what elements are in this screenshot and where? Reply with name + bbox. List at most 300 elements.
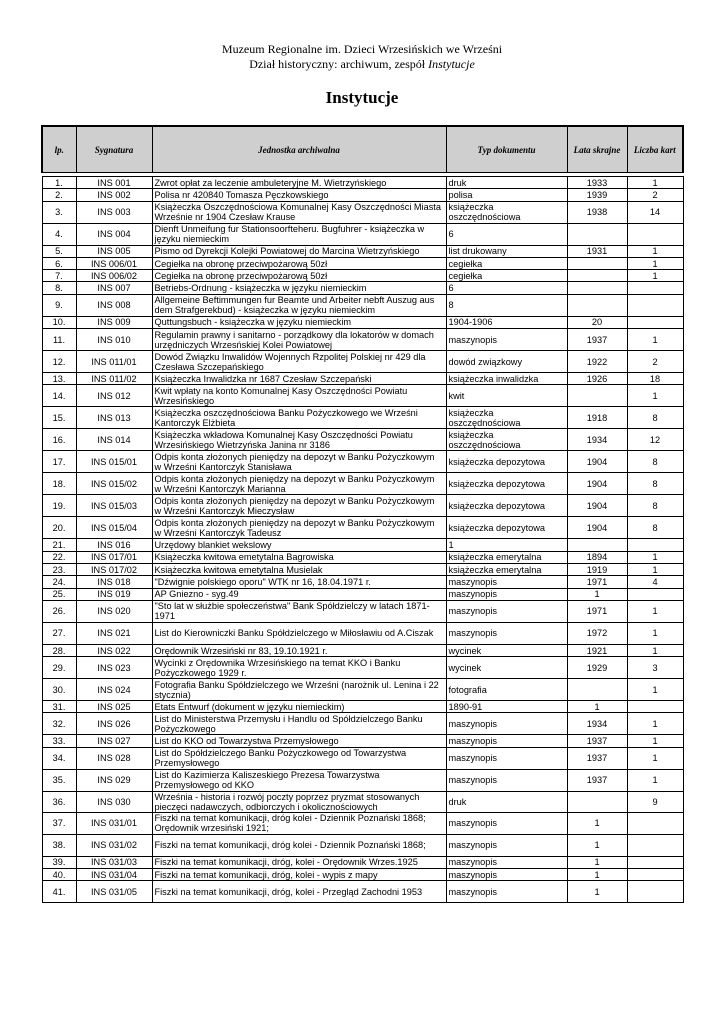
cell-lp: 2. [42,189,76,201]
cell-liczba: 1 [627,769,683,791]
cell-lp: 25. [42,588,76,600]
cell-jednostka: List do Ministerstwa Przemysłu i Handlu od Spółdzielczego Banku Pożyczkowego [152,713,446,735]
cell-jednostka: Odpis konta złożonych pieniędzy na depozyt w Banku Pożyczkowym w Wrześni Kantorczyk Tadeusz [152,517,446,539]
cell-jednostka: Odpis konta złożonych pieniędzy na depozyt w Banku Pożyczkowym w Wrześni Kantorczyk Mieczysław [152,495,446,517]
cell-lata: 1931 [567,245,627,257]
col-sygnatura: Sygnatura [76,126,152,173]
cell-sygnatura: INS 010 [76,329,152,351]
cell-liczba: 8 [627,451,683,473]
cell-sygnatura: INS 031/05 [76,881,152,903]
cell-lata: 1921 [567,644,627,656]
table-row [42,588,683,600]
cell-sygnatura: INS 003 [76,201,152,223]
cell-lp: 19. [42,495,76,517]
table-row [42,245,683,257]
cell-lp: 14. [42,385,76,407]
cell-jednostka: "Dźwignie polskiego oporu" WTK nr 16, 18.04.1971 r. [152,576,446,588]
cell-liczba [627,834,683,856]
cell-sygnatura: INS 018 [76,576,152,588]
cell-lp: 12. [42,351,76,373]
cell-lp: 3. [42,201,76,223]
cell-typ: cegiełka [446,257,567,269]
cell-lata [567,385,627,407]
cell-jednostka: Quttungsbuch - książeczka w języku niemieckim [152,316,446,328]
table-row [42,657,683,679]
cell-liczba [627,869,683,881]
cell-lp: 18. [42,473,76,495]
cell-sygnatura: INS 001 [76,177,152,189]
cell-typ: maszynopis [446,834,567,856]
cell-typ: cegiełka [446,270,567,282]
cell-typ: maszynopis [446,600,567,622]
cell-lata: 1922 [567,351,627,373]
cell-sygnatura: INS 007 [76,282,152,294]
cell-typ: kwit [446,385,567,407]
cell-lp: 36. [42,791,76,812]
table-row [42,812,683,834]
cell-liczba: 1 [627,679,683,701]
cell-lata: 1971 [567,576,627,588]
cell-lp: 30. [42,679,76,701]
cell-jednostka: Książeczka Inwalidzka nr 1687 Czesław Szczepański [152,373,446,385]
col-lp: lp. [42,126,76,173]
table-row [42,282,683,294]
cell-lata: 1937 [567,769,627,791]
cell-liczba [627,282,683,294]
table-row [42,429,683,451]
cell-liczba: 9 [627,791,683,812]
cell-liczba: 8 [627,495,683,517]
cell-lp: 5. [42,245,76,257]
cell-lp: 15. [42,407,76,429]
cell-typ: maszynopis [446,735,567,747]
cell-lata: 1918 [567,407,627,429]
cell-jednostka: Orędownik Wrzesiński nr 83, 19.10.1921 r. [152,644,446,656]
cell-lp: 23. [42,563,76,575]
cell-jednostka: Polisa nr 420840 Tomasza Pęczkowskiego [152,189,446,201]
cell-typ: wycinek [446,657,567,679]
cell-lp: 8. [42,282,76,294]
cell-typ: list drukowany [446,245,567,257]
cell-typ: 1904-1906 [446,316,567,328]
cell-typ: maszynopis [446,329,567,351]
table-row [42,257,683,269]
cell-lata: 1 [567,834,627,856]
cell-liczba: 1 [627,270,683,282]
table-row [42,856,683,868]
cell-jednostka: Allgemeine Beftimmungen fur Beamte und Arbeiter nebft Auszug aus dem Strafgerekbud) - książeczka w języku niemieckim [152,294,446,316]
table-row [42,189,683,201]
cell-jednostka: Książeczka oszczędnościowa Banku Pożyczkowego we Wrześni Kantorczyk Elżbieta [152,407,446,429]
table-row [42,373,683,385]
cell-lp: 21. [42,539,76,551]
cell-liczba: 14 [627,201,683,223]
cell-jednostka: Fiszki na temat komunikacji, dróg, kolei - Przegląd Zachodni 1953 [152,881,446,903]
cell-lp: 9. [42,294,76,316]
table-row [42,713,683,735]
cell-sygnatura: INS 015/02 [76,473,152,495]
cell-sygnatura: INS 031/01 [76,812,152,834]
table-row [42,551,683,563]
cell-sygnatura: INS 016 [76,539,152,551]
cell-lata: 1904 [567,495,627,517]
cell-lata [567,270,627,282]
cell-typ: książeczka oszczędnościowa [446,429,567,451]
cell-jednostka: Fiszki na temat komunikacji, dróg, kolei - Orędownik Wrzes.1925 [152,856,446,868]
cell-liczba [627,316,683,328]
cell-sygnatura: INS 024 [76,679,152,701]
cell-lata: 1 [567,856,627,868]
table-row [42,294,683,316]
cell-typ: książeczka depozytowa [446,473,567,495]
cell-sygnatura: INS 008 [76,294,152,316]
cell-lata: 1934 [567,429,627,451]
cell-lata: 1894 [567,551,627,563]
table-row [42,517,683,539]
table-row [42,316,683,328]
cell-jednostka: Fiszki na temat komunikacji, dróg kolei - Dziennik Poznański 1868; Orędownik wrzesiński 1921; [152,812,446,834]
cell-liczba: 1 [627,329,683,351]
cell-lp: 39. [42,856,76,868]
cell-lp: 38. [42,834,76,856]
cell-typ: książeczka oszczędnościowa [446,407,567,429]
cell-lata [567,679,627,701]
cell-liczba: 12 [627,429,683,451]
cell-typ: maszynopis [446,869,567,881]
cell-liczba: 1 [627,600,683,622]
cell-lata [567,282,627,294]
collection-name: Instytucje [428,57,475,71]
cell-sygnatura: INS 029 [76,769,152,791]
cell-jednostka: Urzędowy blankiet wekslowy [152,539,446,551]
table-row [42,495,683,517]
cell-liczba: 2 [627,189,683,201]
cell-liczba [627,588,683,600]
cell-typ: maszynopis [446,622,567,644]
cell-jednostka: "Sto lat w służbie społeczeństwa" Bank Spółdzielczy w latach 1871-1971 [152,600,446,622]
cell-liczba: 18 [627,373,683,385]
cell-jednostka: List do KKO od Towarzystwa Przemysłowego [152,735,446,747]
cell-sygnatura: INS 031/03 [76,856,152,868]
cell-lata [567,539,627,551]
cell-jednostka: Odpis konta złożonych pieniędzy na depozyt w Banku Pożyczkowym w Wrześni Kantorczyk Marianna [152,473,446,495]
cell-liczba: 3 [627,657,683,679]
cell-typ: polisa [446,189,567,201]
cell-liczba: 8 [627,473,683,495]
cell-lp: 20. [42,517,76,539]
cell-liczba: 1 [627,257,683,269]
table-row [42,576,683,588]
cell-lata [567,294,627,316]
cell-typ: książeczka depozytowa [446,495,567,517]
page-title: Instytucje [325,88,399,107]
cell-sygnatura: INS 019 [76,588,152,600]
cell-jednostka: Betriebs-Ordnung - książeczka w języku niemieckim [152,282,446,294]
cell-lata [567,791,627,812]
cell-lata: 1937 [567,747,627,769]
cell-sygnatura: INS 031/02 [76,834,152,856]
cell-lp: 10. [42,316,76,328]
cell-typ: fotografia [446,679,567,701]
cell-lata: 1933 [567,177,627,189]
cell-sygnatura: INS 017/01 [76,551,152,563]
table-row [42,351,683,373]
table-row [42,329,683,351]
col-jednostka: Jednostka archiwalna [152,126,446,173]
header-row [42,126,683,173]
table-row [42,735,683,747]
cell-jednostka: Książeczka Oszczędnościowa Komunalnej Kasy Oszczędności Miasta Wrześnie nr 1904 Czesław Krause [152,201,446,223]
table-row [42,747,683,769]
cell-jednostka: Kwit wpłaty na konto Komunalnej Kasy Oszczędności Powiatu Wrzesińskiego [152,385,446,407]
cell-lp: 6. [42,257,76,269]
cell-lp: 40. [42,869,76,881]
cell-lp: 29. [42,657,76,679]
cell-lata [567,257,627,269]
cell-lata: 1904 [567,473,627,495]
cell-typ: książeczka emerytalna [446,551,567,563]
cell-liczba: 1 [627,747,683,769]
cell-lata: 1904 [567,451,627,473]
cell-typ: maszynopis [446,576,567,588]
cell-sygnatura: INS 022 [76,644,152,656]
cell-lp: 34. [42,747,76,769]
cell-typ: druk [446,177,567,189]
cell-lata: 1938 [567,201,627,223]
table-row [42,701,683,713]
cell-lata: 1934 [567,713,627,735]
cell-lp: 27. [42,622,76,644]
table-row [42,270,683,282]
cell-jednostka: Września - historia i rozwój poczty poprzez pryzmat stosowanych pieczęci nadawczych, odbiorczych i okolicznościowych [152,791,446,812]
table-row [42,791,683,812]
department-line [0,57,724,72]
cell-typ: 8 [446,294,567,316]
cell-sygnatura: INS 011/01 [76,351,152,373]
cell-sygnatura: INS 015/03 [76,495,152,517]
cell-jednostka: Wycinki z Orędownika Wrzesińskiego na temat KKO i Banku Pożyczkowego 1929 r. [152,657,446,679]
cell-liczba: 8 [627,517,683,539]
table-row [42,407,683,429]
cell-typ: maszynopis [446,812,567,834]
cell-liczba: 1 [627,385,683,407]
cell-sygnatura: INS 012 [76,385,152,407]
col-typ: Typ dokumentu [446,126,567,173]
cell-typ: 1890-91 [446,701,567,713]
table-row [42,600,683,622]
cell-sygnatura: INS 028 [76,747,152,769]
cell-lata: 1926 [567,373,627,385]
cell-liczba [627,881,683,903]
table-row [42,385,683,407]
cell-jednostka: Pismo od Dyrekcji Kolejki Powiatowej do Marcina Wietrzyńskiego [152,245,446,257]
cell-sygnatura: INS 027 [76,735,152,747]
table-row [42,473,683,495]
col-liczba: Liczba kart [627,126,683,173]
cell-lp: 1. [42,177,76,189]
cell-jednostka: AP Gniezno - syg.49 [152,588,446,600]
cell-lp: 26. [42,600,76,622]
cell-jednostka: List do Kazimierza Kaliszeskiego Prezesa Towarzystwa Przemysłowego od KKO [152,769,446,791]
cell-jednostka: Książeczka kwitowa emetytalna Musielak [152,563,446,575]
table-row [42,177,683,189]
table-row [42,769,683,791]
cell-liczba [627,701,683,713]
cell-jednostka: Fotografia Banku Spółdzielczego we Wrześni (narożnik ul. Lenina i 22 stycznia) [152,679,446,701]
cell-liczba: 1 [627,245,683,257]
cell-sygnatura: INS 030 [76,791,152,812]
department-prefix: Dział historyczny: archiwum, zespół [249,57,429,71]
cell-typ: wycinek [446,644,567,656]
cell-sygnatura: INS 025 [76,701,152,713]
cell-lp: 7. [42,270,76,282]
cell-typ: maszynopis [446,769,567,791]
cell-typ: książeczka depozytowa [446,517,567,539]
table-row [42,451,683,473]
cell-lata: 1971 [567,600,627,622]
cell-jednostka: Dowód Związku Inwalidów Wojennych Rzpolitej Polskiej nr 429 dla Czesława Szczepańskiego [152,351,446,373]
museum-name: Muzeum Regionalne im. Dzieci Wrzesińskich we Wrześni [221,42,503,56]
cell-jednostka: Dienft Unmeifung fur Stationsoorfteheru. Bugfuhrer - książeczka w języku niemieckim [152,223,446,245]
cell-lp: 35. [42,769,76,791]
cell-liczba [627,539,683,551]
cell-lp: 17. [42,451,76,473]
cell-lata: 1904 [567,517,627,539]
cell-sygnatura: INS 023 [76,657,152,679]
cell-liczba: 4 [627,576,683,588]
cell-lata: 1 [567,701,627,713]
table-row [42,869,683,881]
cell-jednostka: Fiszki na temat komunikacji, dróg, kolei - wypis z mapy [152,869,446,881]
cell-liczba: 1 [627,622,683,644]
cell-sygnatura: INS 015/04 [76,517,152,539]
col-lata: Lata skrajne [567,126,627,173]
cell-typ: 6 [446,282,567,294]
cell-lp: 24. [42,576,76,588]
cell-sygnatura: INS 011/02 [76,373,152,385]
cell-jednostka: Fiszki na temat komunikacji, dróg kolei - Dziennik Poznański 1868; [152,834,446,856]
cell-sygnatura: INS 021 [76,622,152,644]
table-row [42,644,683,656]
cell-lp: 11. [42,329,76,351]
table-row [42,539,683,551]
cell-jednostka: Cegiełka na obronę przeciwpożarową 50zł [152,270,446,282]
cell-sygnatura: INS 017/02 [76,563,152,575]
table-row [42,834,683,856]
cell-liczba: 8 [627,407,683,429]
cell-sygnatura: INS 020 [76,600,152,622]
cell-typ: maszynopis [446,747,567,769]
cell-sygnatura: INS 009 [76,316,152,328]
cell-jednostka: List do Kierowniczki Banku Spółdzielczego w Miłosławiu od A.Ciszak [152,622,446,644]
cell-typ: książeczka inwalidzka [446,373,567,385]
cell-lata: 1 [567,812,627,834]
cell-lata: 1 [567,588,627,600]
cell-sygnatura: INS 014 [76,429,152,451]
cell-jednostka: Cegiełka na obronę przeciwpożarową 50zł [152,257,446,269]
cell-sygnatura: INS 015/01 [76,451,152,473]
archive-table [41,125,684,903]
cell-liczba: 1 [627,177,683,189]
cell-sygnatura: INS 031/04 [76,869,152,881]
cell-typ: książeczka emerytalna [446,563,567,575]
table-row [42,622,683,644]
table-row [42,881,683,903]
cell-lata: 1972 [567,622,627,644]
cell-liczba [627,812,683,834]
cell-typ: maszynopis [446,856,567,868]
cell-lata: 1937 [567,735,627,747]
cell-typ: maszynopis [446,881,567,903]
cell-lp: 31. [42,701,76,713]
table-row [42,223,683,245]
cell-sygnatura: INS 026 [76,713,152,735]
cell-lp: 33. [42,735,76,747]
cell-liczba [627,856,683,868]
cell-lp: 41. [42,881,76,903]
cell-typ: książeczka depozytowa [446,451,567,473]
cell-typ: druk [446,791,567,812]
cell-jednostka: Etats Entwurf (dokument w języku niemieckim) [152,701,446,713]
cell-jednostka: List do Spółdzielczego Banku Pożyczkowego od Towarzystwa Przemysłowego [152,747,446,769]
cell-lp: 22. [42,551,76,563]
cell-sygnatura: INS 013 [76,407,152,429]
cell-liczba: 1 [627,644,683,656]
cell-liczba [627,294,683,316]
cell-lata: 20 [567,316,627,328]
cell-lp: 28. [42,644,76,656]
cell-lp: 13. [42,373,76,385]
cell-jednostka: Regulamin prawny i sanitarno - porządkowy dla lokatorów w domach urzędniczych Wrzesńskiej Kolei Powiatowej [152,329,446,351]
cell-liczba: 1 [627,563,683,575]
table-row [42,563,683,575]
cell-lata: 1 [567,869,627,881]
cell-liczba: 1 [627,713,683,735]
cell-sygnatura: INS 005 [76,245,152,257]
table-body [42,173,683,903]
cell-lata: 1939 [567,189,627,201]
table-row [42,679,683,701]
cell-typ: 6 [446,223,567,245]
cell-typ: maszynopis [446,713,567,735]
cell-sygnatura: INS 004 [76,223,152,245]
cell-jednostka: Książeczka kwitowa emetytalna Bagrowiska [152,551,446,563]
cell-jednostka: Odpis konta złożonych pieniędzy na depozyt w Banku Pożyczkowym w Wrześni Kantorczyk Stanisława [152,451,446,473]
cell-typ: 1 [446,539,567,551]
cell-typ: maszynopis [446,588,567,600]
cell-sygnatura: INS 002 [76,189,152,201]
cell-jednostka: Zwrot opłat za leczenie ambuleteryjne M. Wietrzyńskiego [152,177,446,189]
table-row [42,201,683,223]
cell-lp: 16. [42,429,76,451]
cell-lp: 32. [42,713,76,735]
cell-sygnatura: INS 006/01 [76,257,152,269]
cell-typ: książeczka oszczędnościowa [446,201,567,223]
cell-typ: dowód związkowy [446,351,567,373]
cell-lp: 37. [42,812,76,834]
cell-lp: 4. [42,223,76,245]
cell-lata: 1 [567,881,627,903]
cell-liczba: 1 [627,551,683,563]
cell-lata: 1937 [567,329,627,351]
cell-lata [567,223,627,245]
cell-liczba: 2 [627,351,683,373]
cell-lata: 1929 [567,657,627,679]
cell-sygnatura: INS 006/02 [76,270,152,282]
cell-jednostka: Książeczka wkładowa Komunalnej Kasy Oszczędności Powiatu Wrzesińskiego Wietrzyńska Janina nr 3186 [152,429,446,451]
cell-liczba [627,223,683,245]
cell-lata: 1919 [567,563,627,575]
